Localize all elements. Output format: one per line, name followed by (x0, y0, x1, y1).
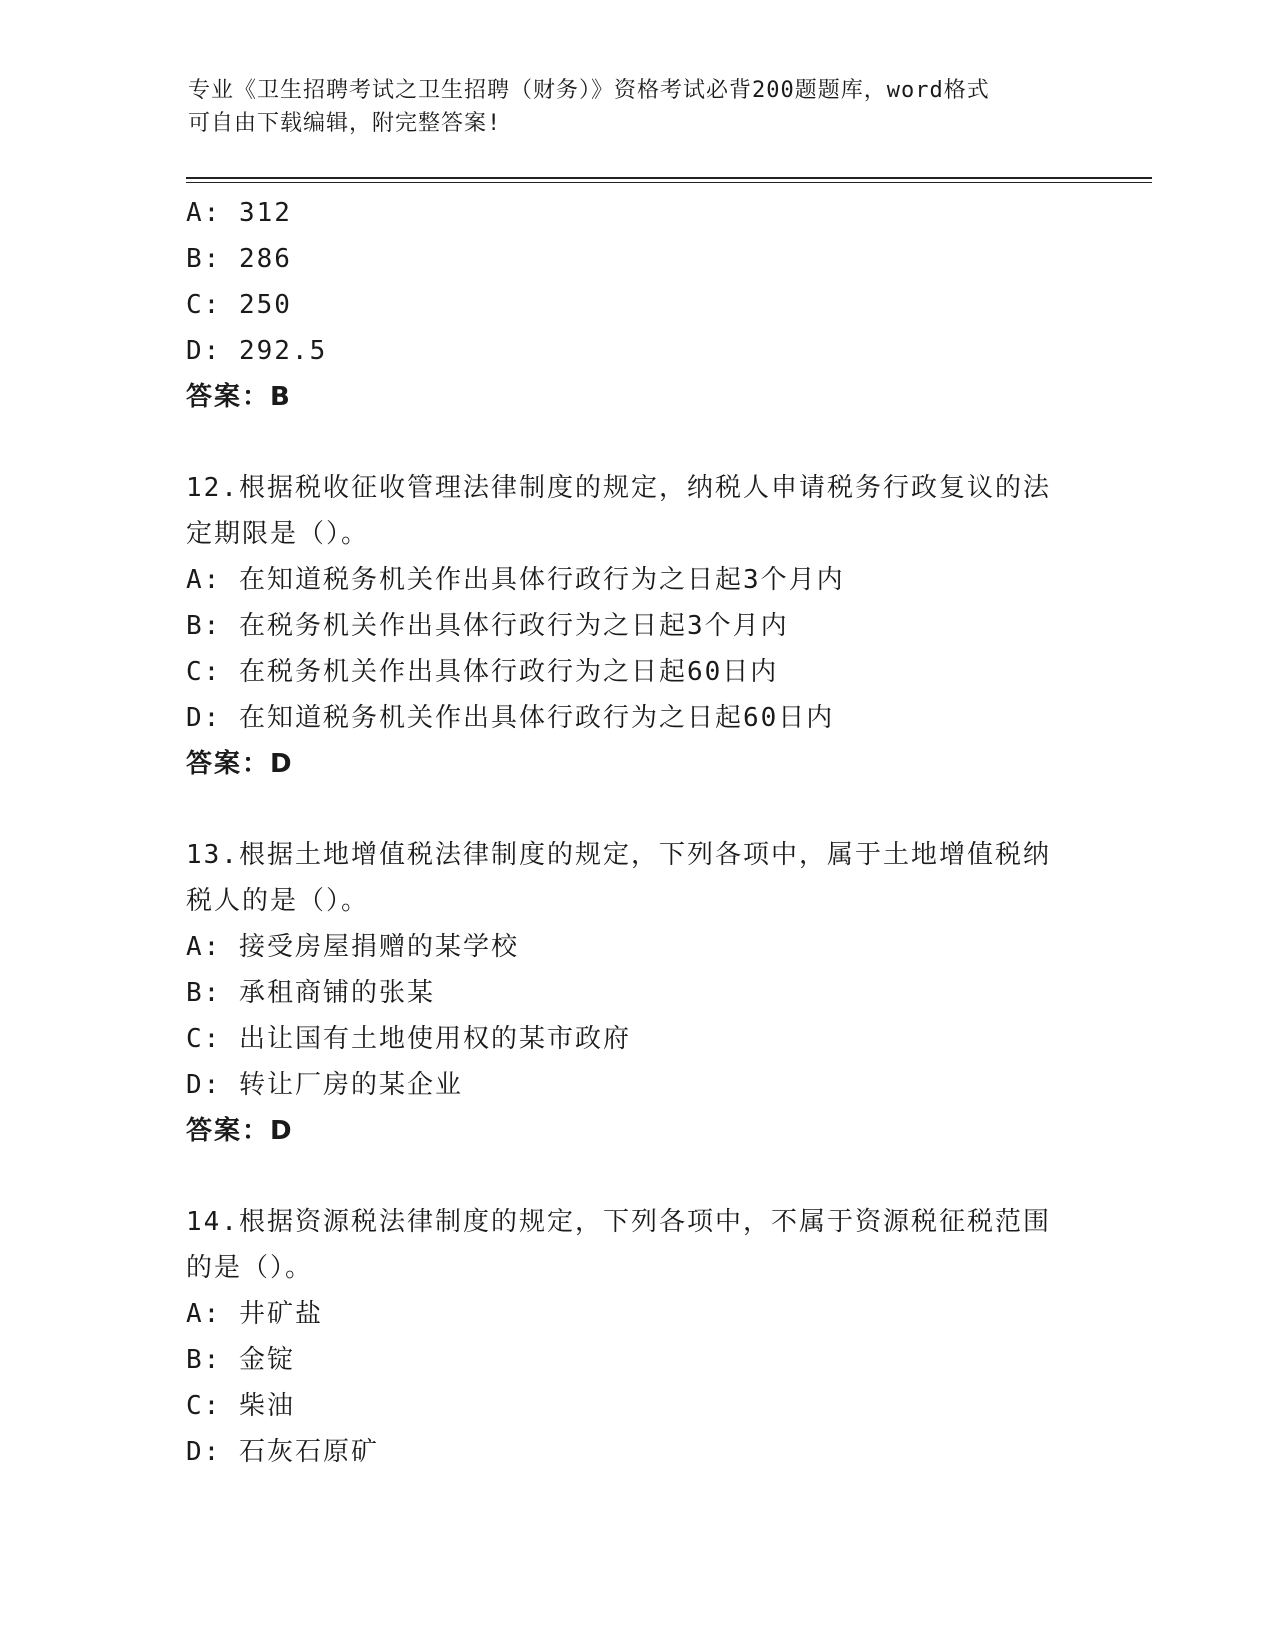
answer-line: 答案：D (186, 749, 294, 779)
document-header (188, 74, 1078, 140)
question-stem-line-2: 的是（）。 (186, 1253, 314, 1283)
question-stem-line-1: 14.根据资源税法律制度的规定，下列各项中，不属于资源税征税范围 (186, 1207, 1051, 1237)
option-a: A: 井矿盐 (186, 1299, 323, 1329)
option-c: C: 柴油 (186, 1391, 295, 1421)
answer-line: 答案：B (186, 382, 292, 412)
option-a: A: 在知道税务机关作出具体行政行为之日起3个月内 (186, 565, 845, 595)
option-d: D: 在知道税务机关作出具体行政行为之日起60日内 (186, 703, 835, 733)
question-stem-line-1: 13.根据土地增值税法律制度的规定，下列各项中，属于土地增值税纳 (186, 840, 1051, 870)
question-14 (186, 1199, 1086, 1475)
option-a: A: 接受房屋捐赠的某学校 (186, 932, 519, 962)
question-12 (186, 465, 1086, 787)
option-c: C: 在税务机关作出具体行政行为之日起60日内 (186, 657, 779, 687)
option-a: A: 312 (186, 198, 292, 228)
option-d: D: 转让厂房的某企业 (186, 1070, 463, 1100)
option-b: B: 承租商铺的张某 (186, 978, 435, 1008)
option-b: B: 金锭 (186, 1345, 295, 1375)
question-stem-line-1: 12.根据税收征收管理法律制度的规定，纳税人申请税务行政复议的法 (186, 473, 1051, 503)
header-line-2: 可自由下载编辑，附完整答案! (188, 111, 502, 136)
question-11-tail (186, 190, 1086, 420)
option-c: C: 出让国有土地使用权的某市政府 (186, 1024, 631, 1054)
option-d: D: 292.5 (186, 336, 328, 366)
question-stem-line-2: 税人的是（）。 (186, 886, 370, 916)
option-b: B: 在税务机关作出具体行政行为之日起3个月内 (186, 611, 789, 641)
option-c: C: 250 (186, 290, 292, 320)
header-line-1: 专业《卫生招聘考试之卫生招聘（财务）》资格考试必背200题题库，word格式 (188, 78, 990, 103)
answer-line: 答案：D (186, 1116, 294, 1146)
header-divider (186, 177, 1152, 183)
option-d: D: 石灰石原矿 (186, 1437, 379, 1467)
document-body (186, 190, 1086, 1475)
question-stem-line-2: 定期限是（）。 (186, 519, 370, 549)
option-b: B: 286 (186, 244, 292, 274)
question-13 (186, 832, 1086, 1154)
